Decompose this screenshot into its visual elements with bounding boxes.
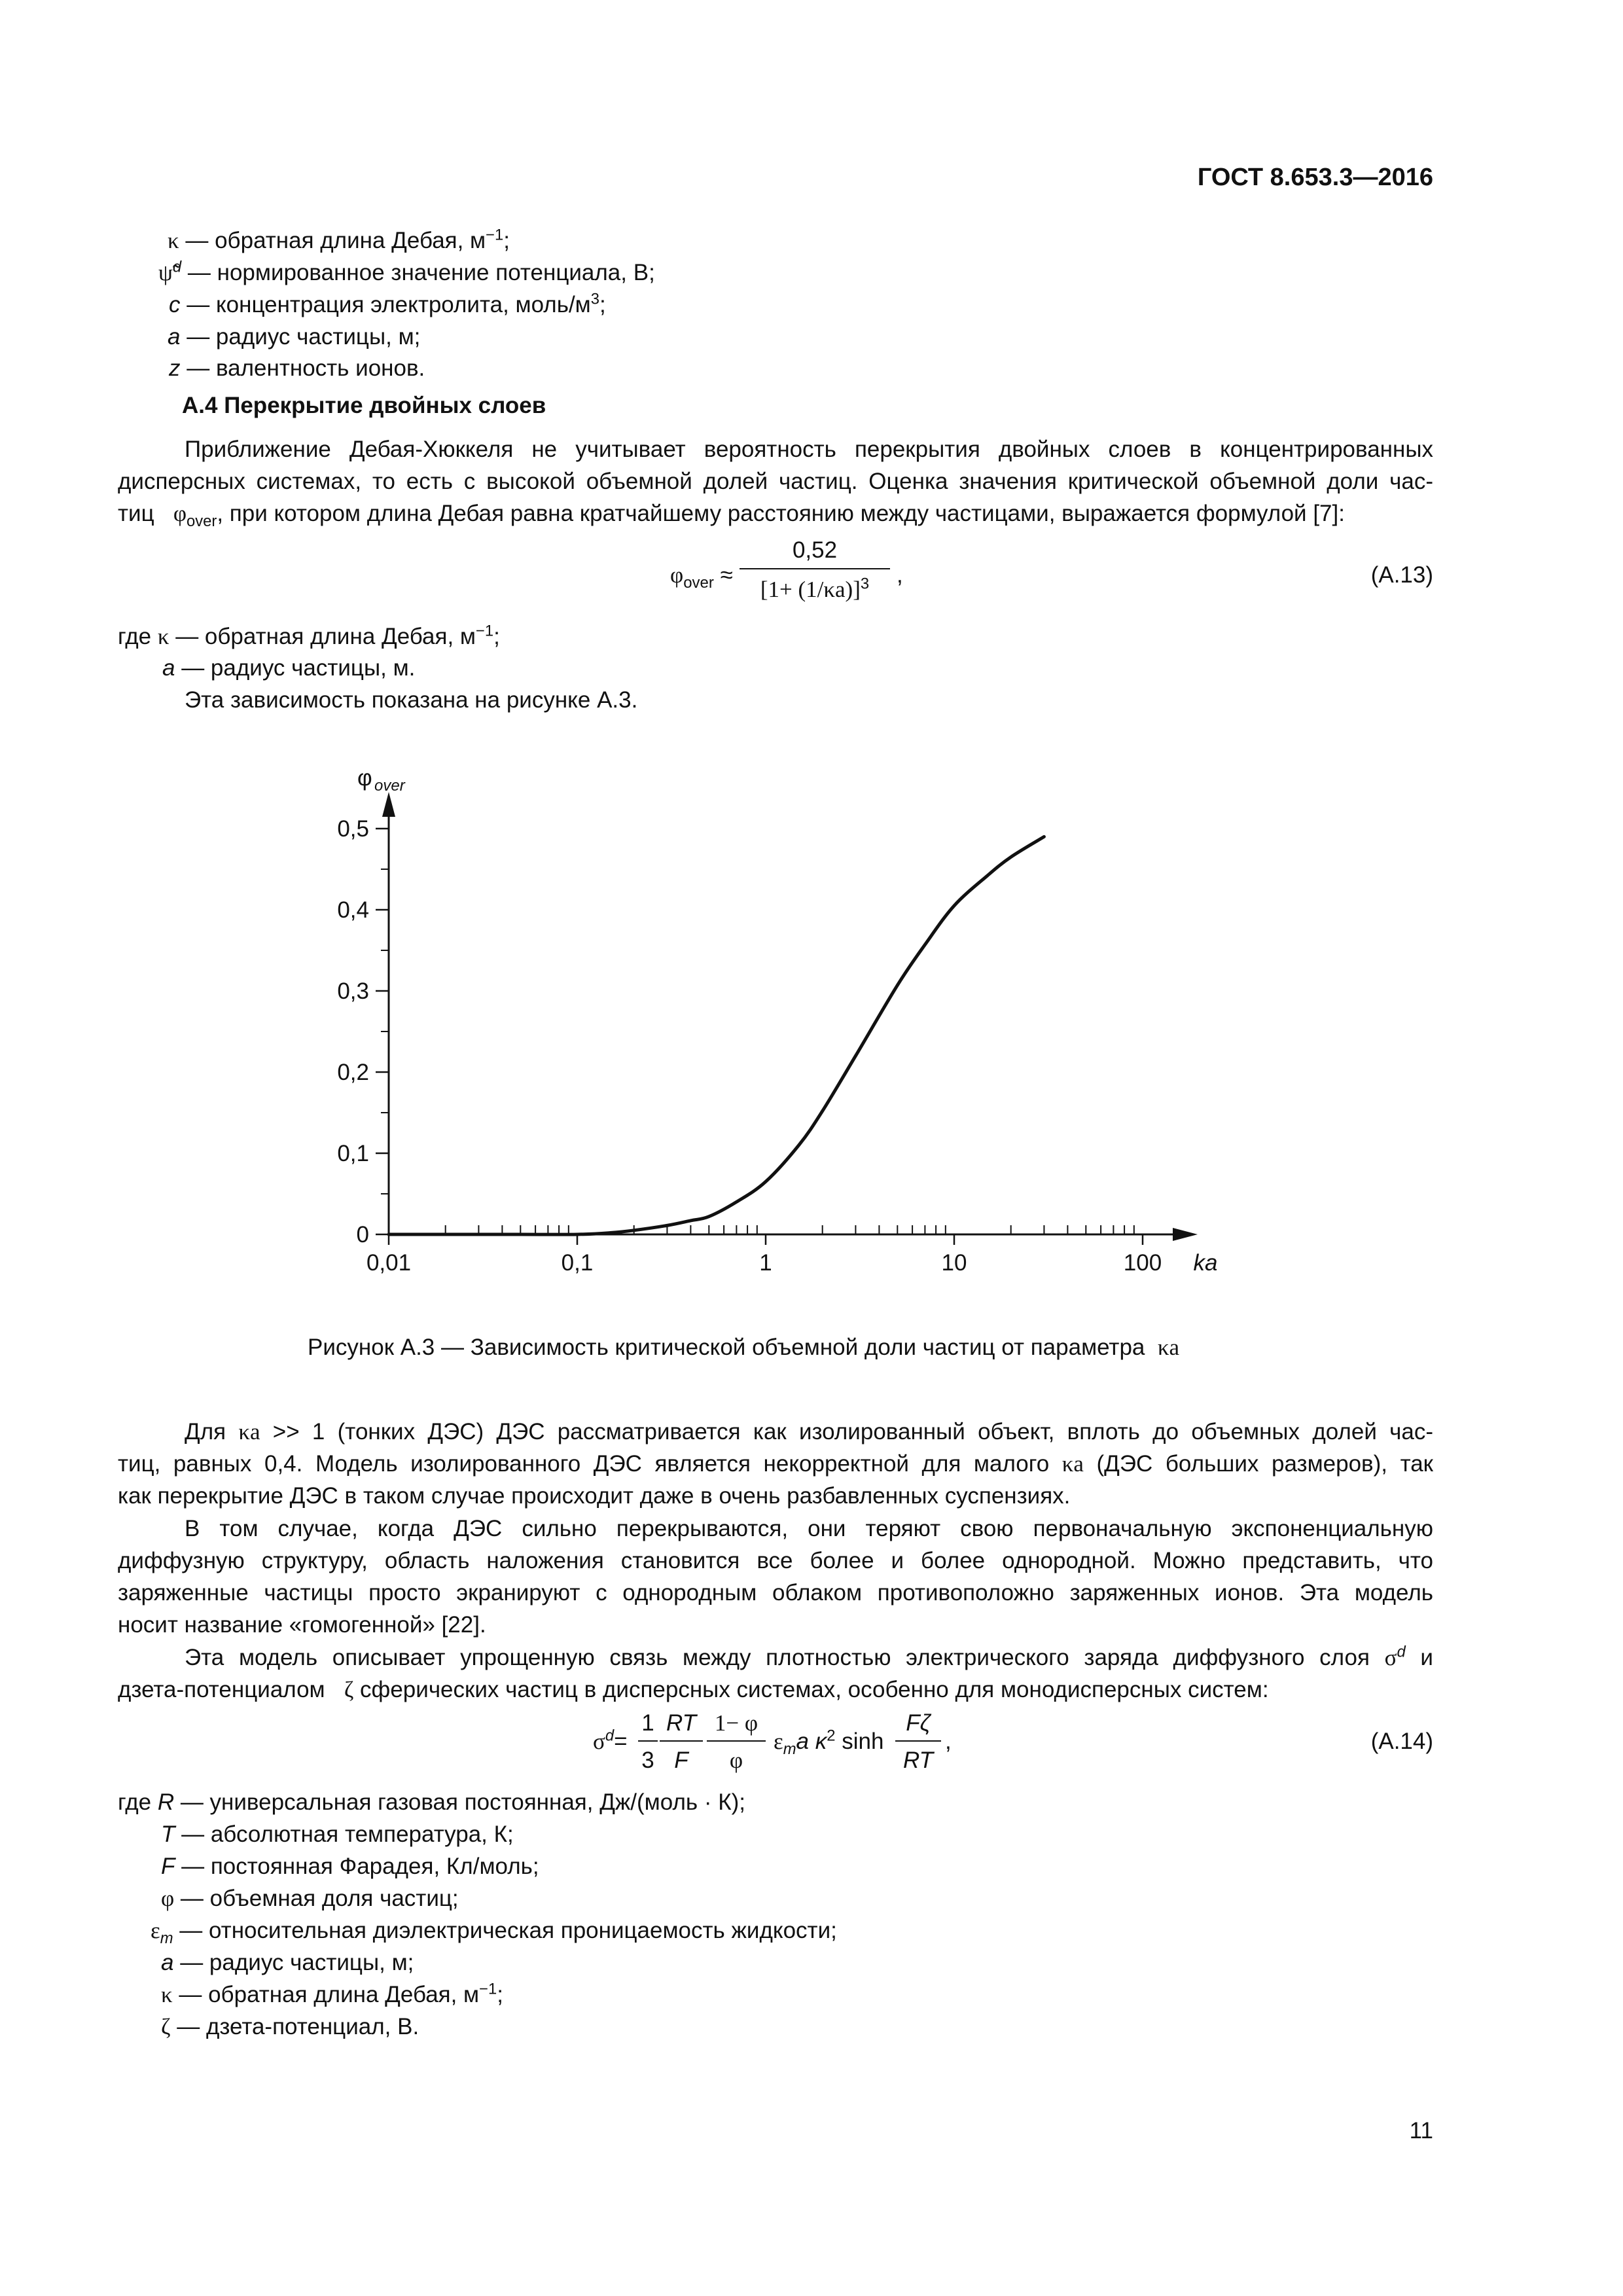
text-line: как перекрытие ДЭС в таком случае происходит даже в очень разбавленных суспензиях. (118, 1483, 1071, 1509)
text-line: тиц, равных 0,4. Модель изолированного ДЭС является некорректной для малого κa (ДЭС больших размеров), так (118, 1451, 1433, 1477)
frac-num: RT (666, 1710, 697, 1736)
definition-item: где R — универсальная газовая постоянная, Дж/(моль · К); (118, 1789, 745, 1815)
definition-item: T — абсолютная температура, К; (161, 1821, 514, 1847)
frac-den: φ (729, 1748, 743, 1773)
section-heading: А.4 Перекрытие двойных слоев (182, 393, 546, 418)
definition-item: c — концентрация электролита, моль/$м^3$; (169, 290, 606, 317)
text-line: Эта модель описывает упрощенную связь между плотностью электрического заряда диффузного слоя $\sigma^d$ и (185, 1643, 1433, 1670)
eq-lhs: $\varphi_{over}$ ≈ (670, 562, 733, 592)
eq-comma: , (945, 1729, 952, 1754)
definition-item: ζ — дзета-потенциал, В. (161, 2014, 419, 2039)
y-tick-label: 0,3 (337, 978, 369, 1004)
definition-item: F — постоянная Фарадея, Кл/моль; (161, 1854, 539, 1879)
series-line-0 (389, 836, 1044, 1234)
eq-middle: $\varepsilon_ma$ $\kappa^2$ sinh (774, 1727, 884, 1758)
definition-item: где κ — обратная длина Дебая, $м^{-1}$; (118, 622, 500, 649)
text-line: В том случае, когда ДЭС сильно перекрываются, они теряют свою первоначальную экспоненциальную (185, 1516, 1433, 1541)
frac-num: 1− φ (714, 1710, 758, 1736)
page-number: 11 (1409, 2118, 1433, 2144)
figure-caption: Рисунок А.3 — Зависимость критической объемной доли частиц от параметра κa (308, 1335, 1180, 1360)
y-axis-arrow (382, 792, 395, 817)
text-line: тиц $\varphi_{over}$, при котором длина Дебая равна кратчайшему расстоянию между частицами, выражается формулой [7]: (118, 501, 1345, 530)
eq-lhs: $\sigma^d=$ (593, 1727, 628, 1754)
figure-reference: Эта зависимость показана на рисунке А.3. (185, 687, 638, 713)
y-tick-label: 0,1 (337, 1141, 369, 1166)
eq-comma: , (897, 562, 903, 588)
x-tick-label: 1 (759, 1250, 772, 1276)
equation-number: (А.14) (1370, 1729, 1433, 1754)
text-line: заряженные частицы просто экранируют с однородным облаком противоположно заряженных ионов. Эта модель (118, 1580, 1433, 1605)
text-line: Приближение Дебая-Хюккеля не учитывает вероятность перекрытия двойных слоев в концентрированных (185, 437, 1433, 462)
definition-item: a — радиус частицы, м. (162, 655, 416, 681)
x-tick-label: 0,1 (561, 1250, 594, 1276)
frac-den: F (674, 1748, 688, 1773)
frac-den: RT (902, 1748, 934, 1773)
fraction-bar (895, 1740, 941, 1742)
frac-num: Fζ (906, 1710, 931, 1736)
definition-item: κ — обратная длина Дебая, $м^{-1}$; (168, 226, 510, 253)
equation-number: (А.13) (1370, 562, 1433, 588)
fraction-bar (707, 1740, 766, 1742)
fraction-bar (638, 1740, 658, 1742)
text-line: дзета-потенциалом ζ сферических частиц в дисперсных системах, особенно для монодисперсных систем: (118, 1677, 1269, 1702)
text-line: носит название «гомогенной» [22]. (118, 1612, 486, 1638)
y-tick-label: 0,4 (337, 897, 369, 923)
standard-number: ГОСТ 8.653.3—2016 (1197, 164, 1433, 191)
text-line: Для κa >> 1 (тонких ДЭС) ДЭС рассматривается как изолированный объект, вплоть до объемных долей час- (185, 1419, 1433, 1444)
text-line: диффузную структуру, область наложения становится все более и более однородной. Можно представить, что (118, 1548, 1433, 1573)
x-tick-label: 10 (941, 1250, 967, 1276)
x-tick-label: 100 (1123, 1250, 1162, 1276)
frac-num: 1 (641, 1710, 654, 1736)
definition-item: φ — объемная доля частиц; (161, 1886, 459, 1911)
x-axis-label: ka (1193, 1250, 1218, 1276)
y-tick-label: 0 (356, 1222, 369, 1247)
definition-item: a — радиус частицы, м; (168, 324, 421, 350)
definition-item: ψ̃$^d$ — нормированное значение потенциала, В; (158, 258, 655, 285)
definition-item: z — валентность ионов. (169, 355, 425, 381)
x-tick-label: 0,01 (366, 1250, 412, 1276)
definition-item: κ — обратная длина Дебая, $м^{-1}$; (161, 1980, 503, 2007)
y-axis-label-sub: over (374, 777, 405, 795)
definition-item: a — радиус частицы, м; (161, 1950, 414, 1975)
frac-den: 3 (641, 1748, 654, 1773)
eq-denominator: $[1+ (1/\kappa a)]^3$ (760, 575, 870, 602)
y-tick-label: 0,5 (337, 816, 369, 842)
y-axis-label: φ (357, 765, 372, 791)
eq-numerator: 0,52 (792, 537, 838, 563)
fraction-bar (660, 1740, 703, 1742)
x-axis-arrow (1173, 1228, 1198, 1241)
text-line: дисперсных системах, то есть с высокой объемной долей частиц. Оценка значения критической объемной доли час- (118, 469, 1433, 494)
definition-item: $\varepsilon_m$ — относительная диэлектрическая проницаемость жидкости; (151, 1918, 837, 1947)
y-tick-label: 0,2 (337, 1060, 369, 1085)
